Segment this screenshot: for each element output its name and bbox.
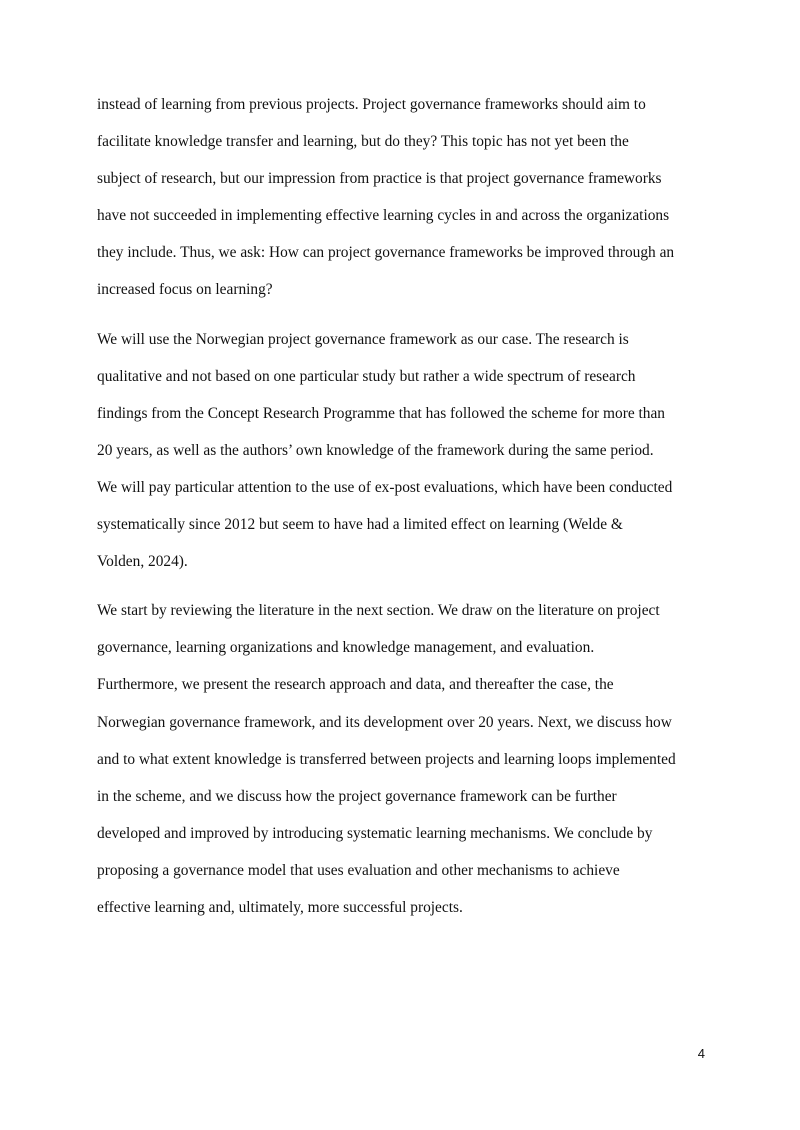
text-line: increased focus on learning? — [97, 281, 273, 299]
text-line: instead of learning from previous projects. Project governance frameworks should aim to — [97, 96, 646, 113]
text-line: developed and improved by introducing systematic learning mechanisms. We conclude by — [97, 824, 653, 842]
text-line: Volden, 2024). — [97, 553, 188, 571]
text-line: have not succeeded in implementing effective learning cycles in and across the organizations — [97, 207, 670, 225]
text-line: qualitative and not based on one particular study but rather a wide spectrum of research — [97, 367, 636, 385]
text-line: subject of research, but our impression from practice is that project governance frameworks — [97, 170, 662, 188]
paragraph-spacer — [97, 585, 712, 597]
text-line: governance, learning organizations and knowledge management, and evaluation. — [97, 639, 595, 657]
text-line: proposing a governance model that uses evaluation and other mechanisms to achieve — [97, 861, 620, 879]
paragraph — [97, 91, 712, 314]
text-line: systematically since 2012 but seem to have had a limited effect on learning (Welde & — [97, 516, 623, 534]
paragraph — [97, 326, 712, 586]
text-line: We will pay particular attention to the use of ex-post evaluations, which have been conducted — [97, 478, 673, 496]
paragraph-spacer — [97, 314, 712, 326]
paragraph — [97, 597, 712, 931]
body-text — [97, 91, 712, 931]
text-line: they include. Thus, we ask: How can project governance frameworks be improved through an — [97, 244, 675, 262]
text-line: Norwegian governance framework, and its development over 20 years. Next, we discuss how — [97, 713, 672, 731]
text-line: findings from the Concept Research Programme that has followed the scheme for more than — [97, 404, 666, 422]
text-line: in the scheme, and we discuss how the project governance framework can be further — [97, 787, 617, 805]
text-line: We start by reviewing the literature in the next section. We draw on the literature on project — [97, 602, 660, 620]
text-line: and to what extent knowledge is transferred between projects and learning loops implemented — [97, 750, 676, 768]
text-line: We will use the Norwegian project governance framework as our case. The research is — [97, 330, 629, 348]
text-line: 20 years, as well as the authors’ own knowledge of the framework during the same period. — [97, 441, 654, 459]
text-line: effective learning and, ultimately, more successful projects. — [97, 898, 463, 916]
text-line: facilitate knowledge transfer and learning, but do they? This topic has not yet been the — [97, 133, 629, 151]
text-line: Furthermore, we present the research approach and data, and thereafter the case, the — [97, 676, 614, 694]
page-number: 4 — [697, 1046, 705, 1061]
